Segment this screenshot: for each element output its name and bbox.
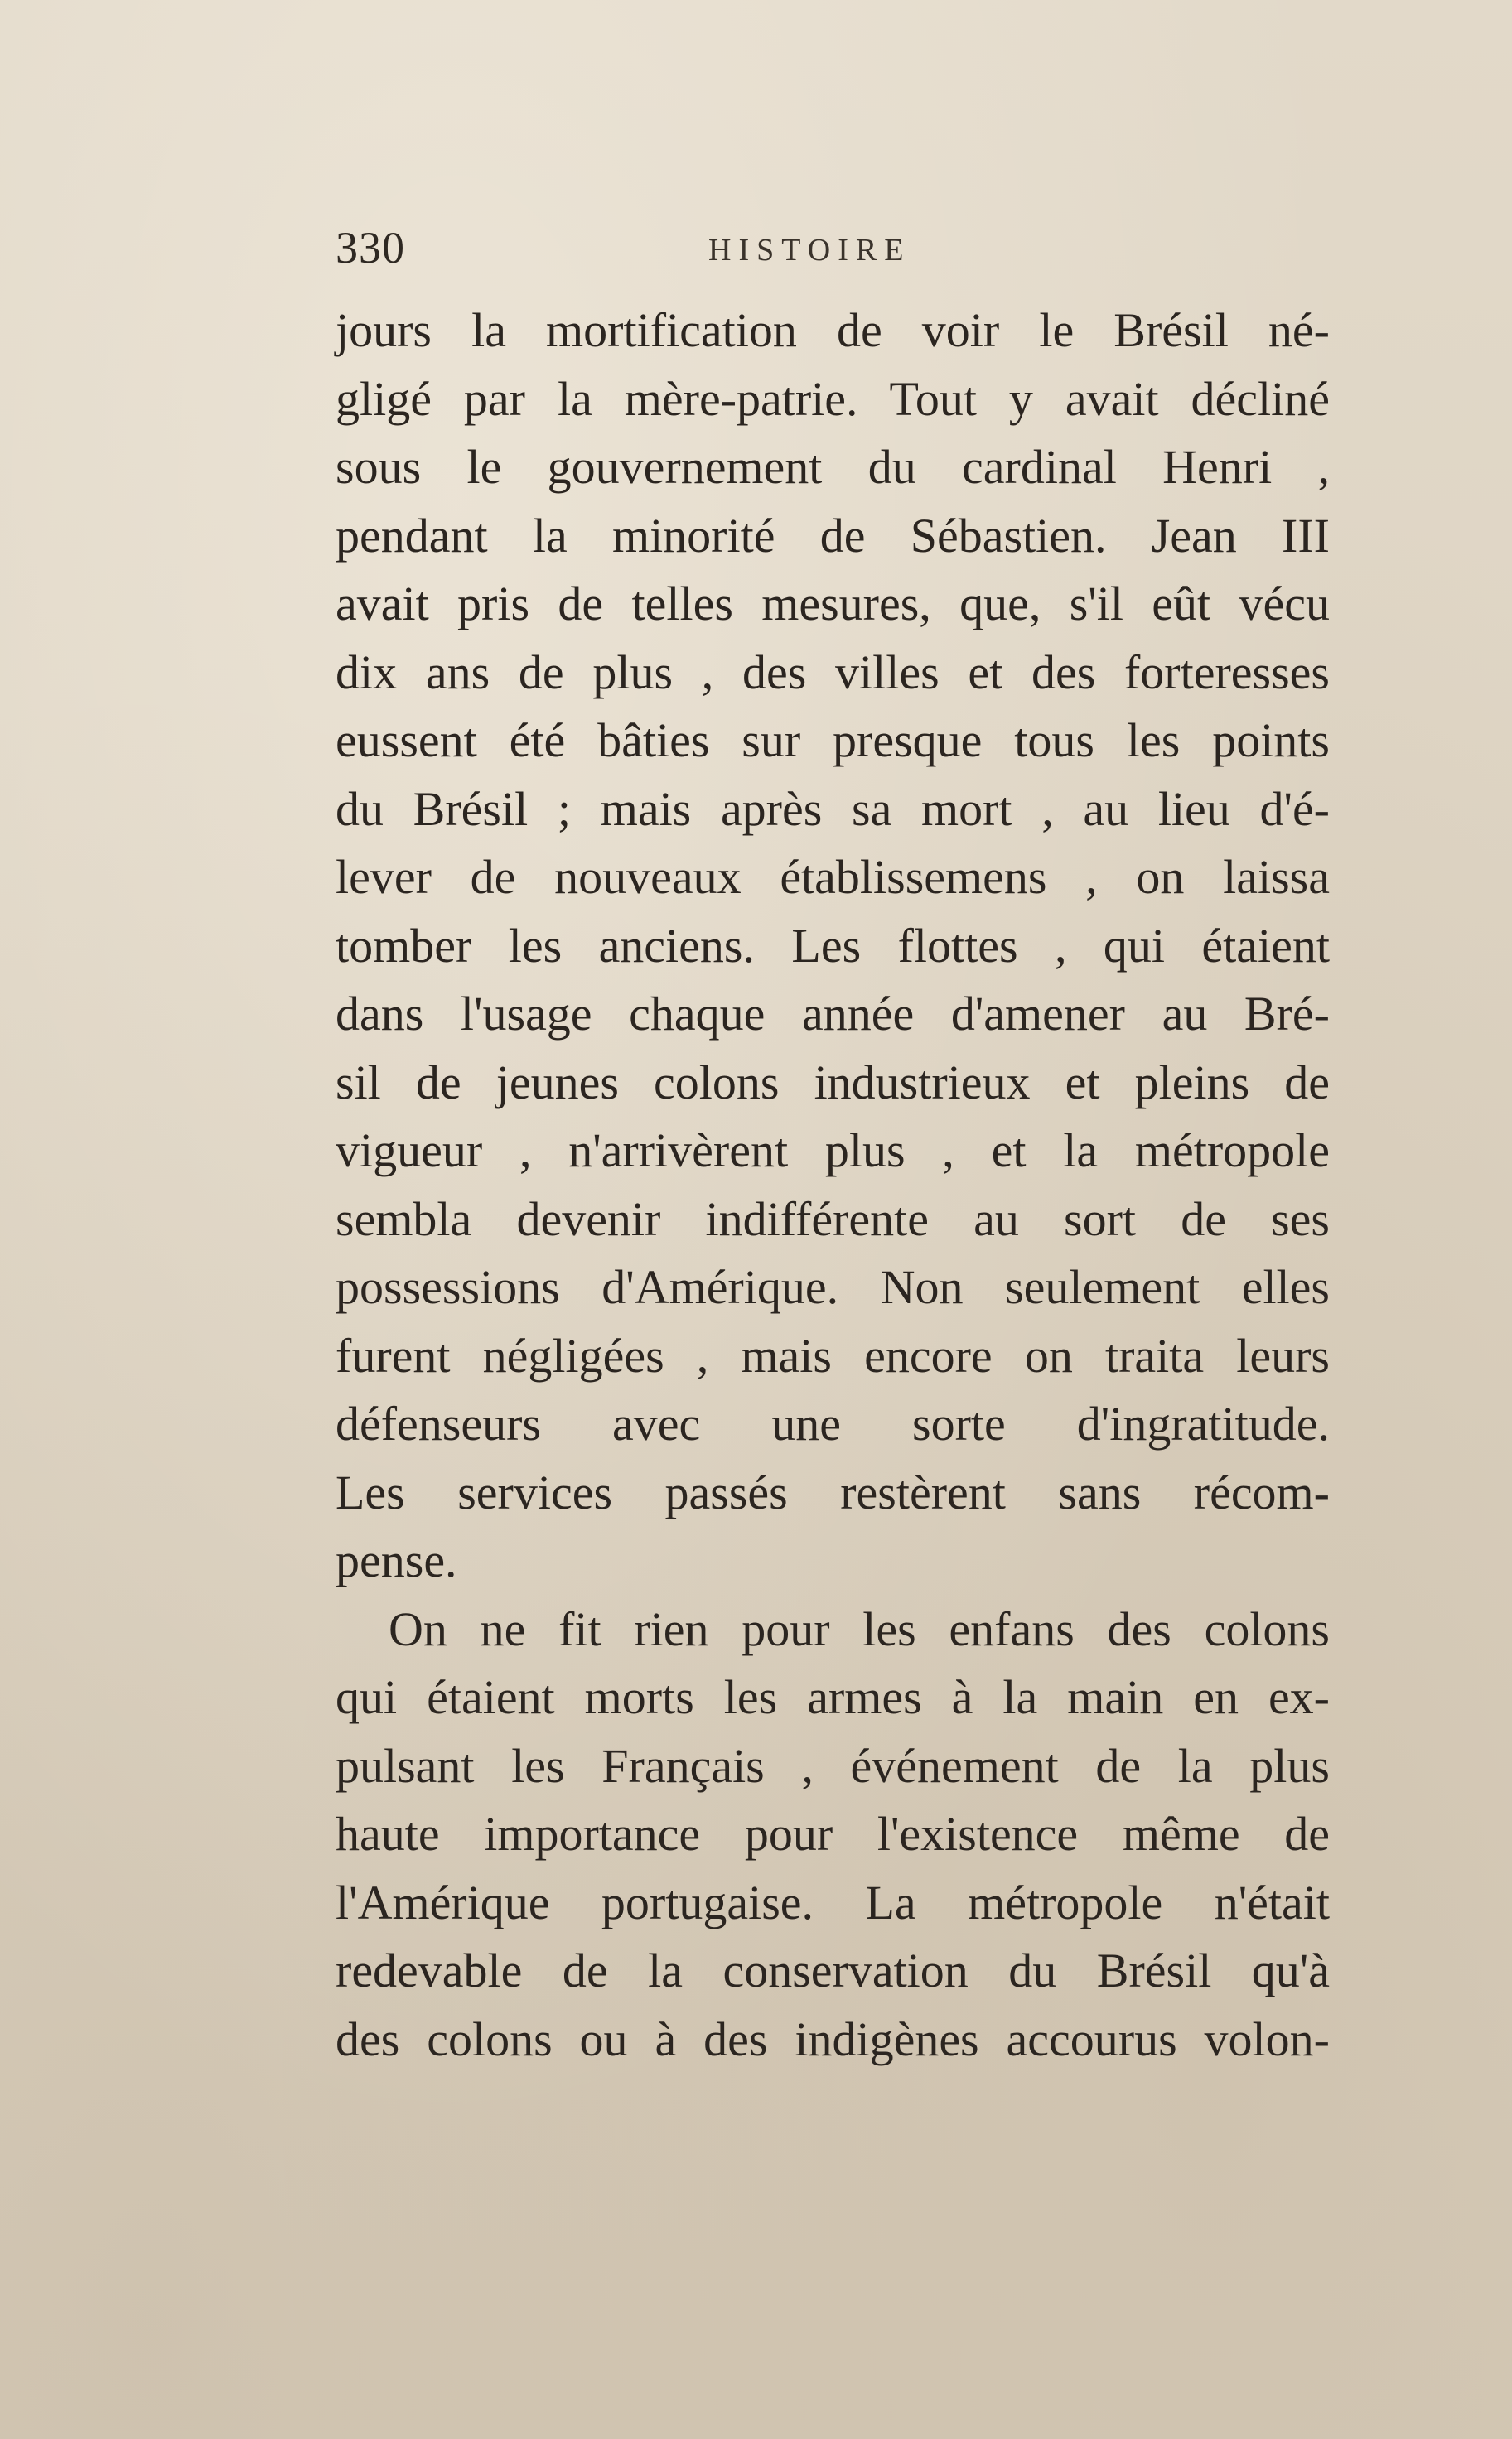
text-line: pendant la minorité de Sébastien. Jean III (336, 508, 1330, 563)
text-line: des colons ou à des indigènes accourus volon- (336, 2012, 1330, 2066)
text-line: dans l'usage chaque année d'amener au Bré- (336, 987, 1330, 1041)
page-header (336, 222, 1330, 280)
running-title: HISTOIRE (708, 233, 911, 268)
text-line: défenseurs avec une sorte d'ingratitude. (336, 1397, 1330, 1451)
body-text (336, 297, 1330, 2074)
text-line: avait pris de telles mesures, que, s'il eût vécu (336, 577, 1330, 630)
paragraph-end-line: pense. (336, 1533, 457, 1587)
text-line: possessions d'Amérique. Non seulement elles (336, 1260, 1330, 1314)
text-line: sil de jeunes colons industrieux et pleins de (336, 1055, 1330, 1109)
text-line: gligé par la mère-patrie. Tout y avait décliné (336, 371, 1330, 426)
text-line: l'Amérique portugaise. La métropole n'était (336, 1875, 1330, 1929)
text-line: Les services passés restèrent sans récom- (336, 1465, 1330, 1519)
text-line: haute importance pour l'existence même de (336, 1807, 1330, 1861)
text-line: eussent été bâties sur presque tous les points (336, 713, 1330, 767)
text-line: du Brésil ; mais après sa mort , au lieu d'é- (336, 781, 1330, 836)
text-line: jours la mortification de voir le Brésil né- (336, 303, 1330, 357)
text-line: tomber les anciens. Les flottes , qui étaient (336, 918, 1330, 973)
page-number: 330 (336, 223, 405, 273)
text-line: vigueur , n'arrivèrent plus , et la métropole (336, 1123, 1330, 1177)
text-line: qui étaient morts les armes à la main en ex- (336, 1670, 1330, 1724)
text-line: sous le gouvernement du cardinal Henri , (336, 440, 1330, 494)
text-line: lever de nouveaux établissemens , on laissa (336, 850, 1330, 904)
text-line: redevable de la conservation du Brésil qu'à (336, 1944, 1330, 1997)
paragraph-start-line: On ne fit rien pour les enfans des colons (389, 1601, 1330, 1656)
text-line: furent négligées , mais encore on traita leurs (336, 1328, 1330, 1383)
text-line: sembla devenir indifférente au sort de ses (336, 1191, 1330, 1246)
text-line: pulsant les Français , événement de la plus (336, 1738, 1330, 1793)
text-line: dix ans de plus , des villes et des forteresses (336, 645, 1330, 699)
